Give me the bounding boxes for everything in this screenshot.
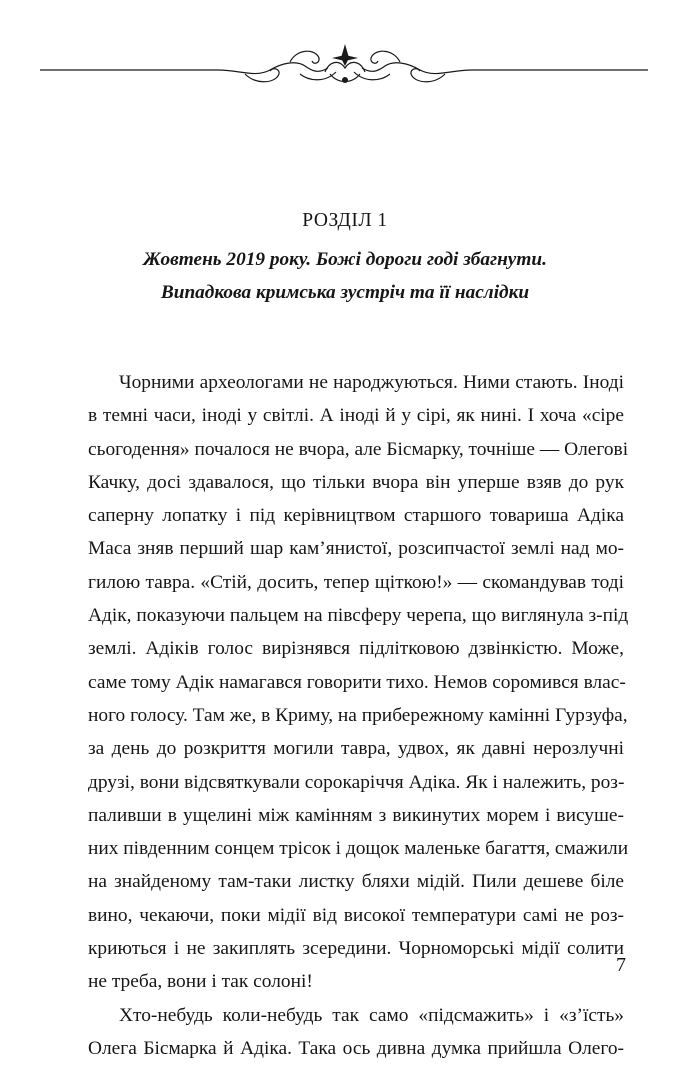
- text-line: Хто-небудь коли-небудь так само «підсмажить» і «з’їсть»: [119, 1004, 624, 1026]
- text-line: друзі, вони відсвяткували сорокаріччя Адіка. Як і належить, роз-: [88, 771, 625, 793]
- subtitle-line: Жовтень 2019 року. Божі дороги годі збагнути.: [143, 249, 547, 270]
- text-line: на знайденому там-таки листку бляхи мідій. Пили дешеве біле: [88, 871, 624, 893]
- text-line: Качку, досі здавалося, що тільки вчора він уперше взяв до рук: [88, 471, 624, 493]
- text-line: за день до розкриття могили тавра, удвох, як давні нерозлучні: [88, 738, 624, 760]
- text-line: Адік, показуючи пальцем на півсферу черепа, що виглянула з-під: [88, 605, 629, 627]
- text-line: землі. Адіків голос вирізнявся підлітковою дзвінкістю. Може,: [88, 638, 624, 660]
- text-line: в темні часи, іноді у світлі. А іноді й у сірі, як нині. І хоча «сіре: [88, 405, 624, 427]
- subtitle-line: Випадкова кримська зустріч та її наслідки: [160, 282, 530, 303]
- text-line: гилою тавра. «Стій, досить, тепер щіткою!» — скомандував тоді: [88, 571, 624, 593]
- text-line: не треба, вони і так солоні!: [88, 971, 313, 993]
- page-number: 7: [616, 954, 626, 976]
- text-line: паливши в ущелині між камінням з викинутих морем і висуше-: [88, 804, 624, 826]
- text-line: саме тому Адік намагався говорити тихо. Немов соромився влас-: [88, 671, 626, 693]
- text-line: саперну лопатку і під керівництвом старшого товариша Адіка: [88, 505, 624, 527]
- text-line: криються і не закиплять зсередини. Чорноморські мідії солити: [88, 938, 624, 960]
- chapter-title: РОЗДІЛ 1: [302, 210, 388, 231]
- text-line: Маса зняв перший шар кам’янистої, розсипчастої землі над мо-: [88, 538, 624, 560]
- text-line: Чорними археологами не народжуються. Ними стають. Іноді: [119, 372, 624, 393]
- text-line: сьогодення» почалося не вчора, але Бісмарку, точніше — Олегові: [88, 438, 629, 460]
- text-line: вино, чекаючи, поки мідії від високої температури самі не роз-: [88, 904, 624, 926]
- decorative-ornament: [0, 38, 690, 98]
- text-line: ного голосу. Там же, в Криму, на прибережному камінні Гурзуфа,: [88, 704, 628, 726]
- text-line: Олега Бісмарка й Адіка. Така ось дивна думка прийшла Олего-: [88, 1037, 624, 1059]
- body-text: [88, 366, 629, 1065]
- chapter-subtitle: [0, 243, 690, 309]
- text-line: них південним сонцем трісок і дощок маленьке багаття, смажили: [88, 838, 629, 860]
